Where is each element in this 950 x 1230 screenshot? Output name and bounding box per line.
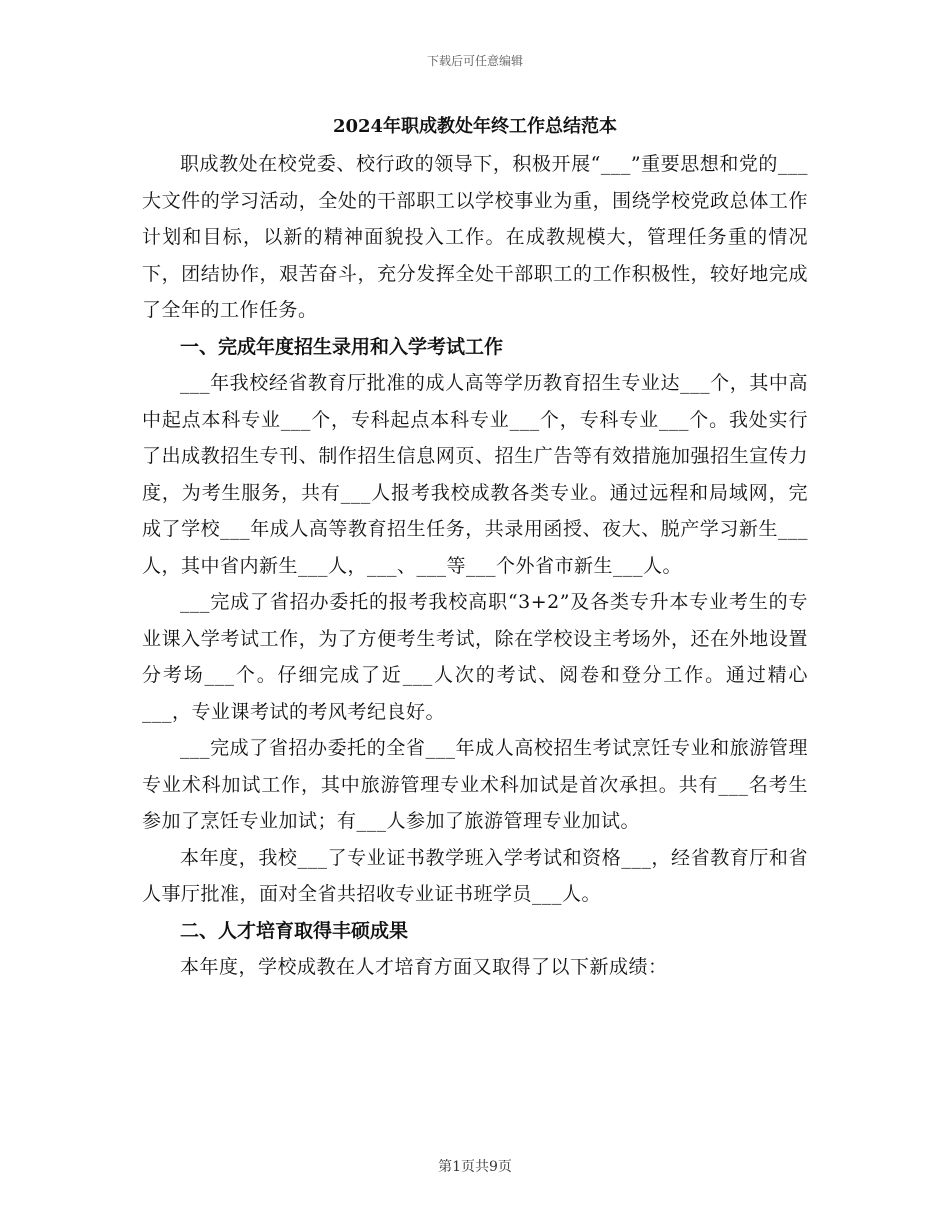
page-header-note: 下载后可任意编辑 [426, 54, 523, 68]
section-heading-1: 一、完成年度招生录用和入学考试工作 [180, 335, 504, 358]
paragraph-entrance-exam: ___完成了省招办委托的报考我校高职“3+2”及各类专升本专业考生的专业课入学考试工作，为了方便考生考试，除在学校设主考场外，还在外地设置分考场___个。仔细完成了近___人次的考试、阅卷和登分工作。通过精心___，专业课考试的考风考纪良好。 [142, 591, 808, 723]
paragraph-certificate: 本年度，我校___了专业证书教学班入学考试和资格___，经省教育厅和省人事厅批准，面对全省共招收专业证书班学员___人。 [142, 846, 808, 905]
document-body [142, 112, 808, 986]
paragraph-skill-test: ___完成了省招办委托的全省___年成人高校招生考试烹饪专业和旅游管理专业术科加试工作，其中旅游管理专业术科加试是首次承担。共有___名考生参加了烹饪专业加试；有___人参加了旅游管理专业加试。 [142, 737, 808, 832]
page-number: 第1页共9页 [438, 1159, 512, 1175]
paragraph-achievements: 本年度，学校成教在人才培育方面又取得了以下新成绩： [180, 956, 668, 978]
paragraph-enrollment: ___年我校经省教育厅批准的成人高等学历教育招生专业达___个，其中高中起点本科专业___个，专科起点本科专业___个，专科专业___个。我处实行了出成教招生专刊、制作招生信息网页、招生广告等有效措施加强招生宣传力度，为考生服务，共有___人报考我校成教各类专业。通过远程和局域网，完成了学校___年成人高等教育招生任务，共录用函授、夜大、脱产学习新生___人，其中省内新生___人，___、___等___个外省市新生___人。 [142, 372, 808, 577]
section-heading-2: 二、人才培育取得丰硕成果 [180, 919, 409, 942]
paragraph-intro: 职成教处在校党委、校行政的领导下，积极开展“___”重要思想和党的___大文件的学习活动，全处的干部职工以学校事业为重，围绕学校党政总体工作计划和目标，以新的精神面貌投入工作。在成教规模大，管理任务重的情况下，团结协作，艰苦奋斗，充分发挥全处干部职工的工作积极性，较好地完成了全年的工作任务。 [142, 153, 808, 321]
document-title: 2024年职成教处年终工作总结范本 [332, 116, 618, 137]
